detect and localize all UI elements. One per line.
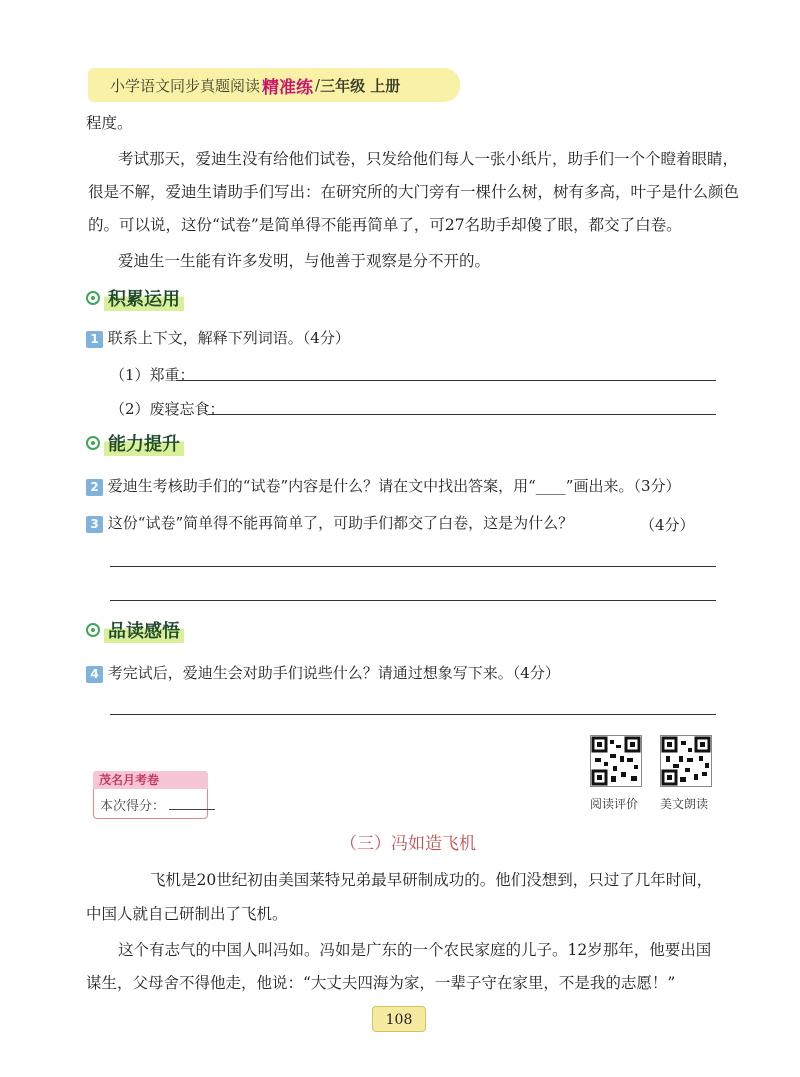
story-p1-line1: 飞机是20世纪初由美国莱特兄弟最早研制成功的。他们没想到，只过了几年时间， <box>150 871 713 889</box>
q1-sub1-answer-line[interactable] <box>176 380 716 381</box>
qr-label-reading-eval: 阅读评价 <box>590 797 639 811</box>
section-title: 积累运用 <box>104 285 184 311</box>
section-bullet-icon <box>86 291 100 305</box>
qr-label-audio: 美文朗读 <box>660 797 709 811</box>
story-p2-line2: 谋生，父母舍不得他走，他说：“大丈夫四海为家，一辈子守在家里，不是我的志愿！” <box>86 974 676 992</box>
header-highlight: 精准练 <box>262 77 314 98</box>
qr-code-reading-eval[interactable] <box>590 735 642 787</box>
section-bullet-icon <box>86 623 100 637</box>
question-4 <box>86 662 560 683</box>
question-number-badge: 1 <box>86 331 103 348</box>
section-bullet-icon <box>86 436 100 450</box>
passage-p1-line2: 很是不解，爱迪生请助手们写出：在研究所的大门旁有一棵什么树，树有多高，叶子是什么颜色 <box>88 183 740 201</box>
section-heading-improve <box>86 430 184 456</box>
q1-sub1-label: （1）郑重： <box>110 366 195 384</box>
q4-answer-line[interactable] <box>110 714 716 715</box>
q1-sub2-answer-line[interactable] <box>208 414 716 415</box>
page-number: 108 <box>372 1006 426 1032</box>
question-1 <box>86 327 350 348</box>
question-3 <box>86 512 573 533</box>
story-p1-line2: 中国人就自己研制出了飞机。 <box>86 905 288 923</box>
question-text: 这份“试卷”简单得不能再简单了，可助手们都交了白卷，这是为什么？ <box>107 514 574 532</box>
section-heading-accumulate <box>86 285 184 311</box>
qr-pattern-icon <box>591 736 641 786</box>
question-text: 联系上下文，解释下列词语。（4分） <box>107 329 350 347</box>
passage-line0: 程度。 <box>86 114 133 132</box>
passage-p2: 爱迪生一生能有许多发明，与他善于观察是分不开的。 <box>118 252 491 270</box>
question-number-badge: 2 <box>86 479 103 496</box>
q3-score: （4分） <box>640 516 695 534</box>
q3-answer-line-2[interactable] <box>110 600 716 601</box>
q3-answer-line-1[interactable] <box>110 566 716 567</box>
score-blank[interactable] <box>169 809 215 810</box>
header-slash: / <box>315 76 321 94</box>
section-heading-appreciate <box>86 617 184 643</box>
header-grade: 三年级 上册 <box>320 76 401 95</box>
score-box-tab: 茂名月考卷 <box>93 771 208 789</box>
section-title: 能力提升 <box>104 430 184 456</box>
question-text: 爱迪生考核助手们的“试卷”内容是什么？请在文中找出答案，用“____”画出来。（3分） <box>107 477 681 495</box>
story-p2-line1: 这个有志气的中国人叫冯如。冯如是广东的一个农民家庭的儿子。12岁那年，他要出国 <box>118 941 712 959</box>
qr-code-audio[interactable] <box>660 735 712 787</box>
question-2 <box>86 475 681 496</box>
passage-p1-line3: 的。可以说，这份“试卷”是简单得不能再简单了，可27名助手却傻了眼，都交了白卷。 <box>88 216 682 234</box>
question-number-badge: 4 <box>86 666 103 683</box>
score-label <box>100 795 215 814</box>
question-number-badge: 3 <box>86 516 103 533</box>
passage-p1-line1: 考试那天，爱迪生没有给他们试卷，只发给他们每人一张小纸片，助手们一个个瞪着眼睛， <box>118 150 739 168</box>
score-label-text: 本次得分： <box>100 799 166 814</box>
section-title: 品读感悟 <box>104 617 184 643</box>
book-header <box>88 68 460 102</box>
q1-sub2-label: （2）废寝忘食： <box>110 400 225 418</box>
question-text: 考完试后，爱迪生会对助手们说些什么？请通过想象写下来。（4分） <box>107 664 560 682</box>
header-prefix: 小学语文同步真题阅读 <box>110 76 261 95</box>
qr-pattern-icon <box>661 736 711 786</box>
story-title: （三）冯如造飞机 <box>340 834 476 854</box>
